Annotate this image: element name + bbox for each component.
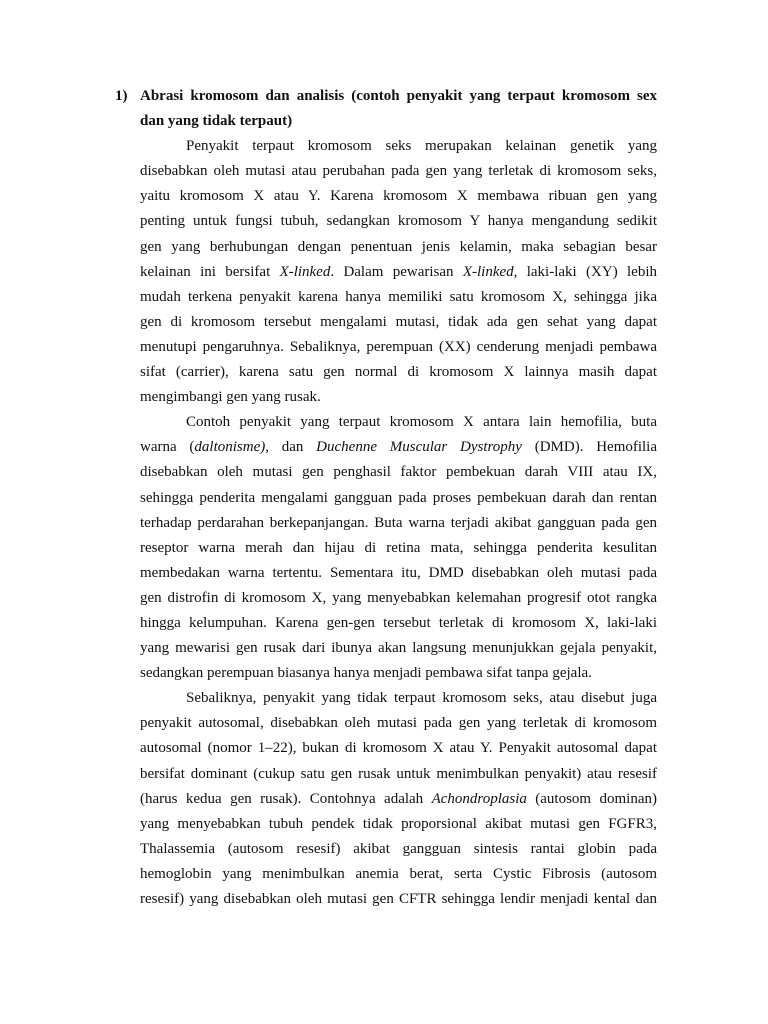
text-line <box>140 686 657 711</box>
italic-term: Achondroplasia <box>431 790 527 807</box>
text-line <box>140 586 657 611</box>
body-paragraphs <box>140 134 657 912</box>
text-run: warna ( <box>140 439 195 456</box>
text-run: terhadap perdarahan berkepanjangan. Buta warna terjadi akibat gangguan pada gen <box>140 514 657 531</box>
text-run: Sebaliknya, penyakit yang tidak terpaut kromosom seks, atau disebut juga <box>186 690 657 707</box>
text-run: membedakan warna tertentu. Sementara itu, DMD disebabkan oleh mutasi pada <box>140 564 657 581</box>
text-run: autosomal (nomor 1–22), bukan di kromosom X atau Y. Penyakit autosomal dapat <box>140 740 657 757</box>
text-line <box>140 159 657 184</box>
text-line <box>140 235 657 260</box>
text-run: sedangkan perempuan biasanya hanya menjadi pembawa sifat tanpa gejala. <box>140 665 592 682</box>
text-run: hingga kelumpuhan. Karena gen-gen tersebut terletak di kromosom X, laki-laki <box>140 614 657 631</box>
text-run: gen yang berhubungan dengan penentuan jenis kelamin, maka sebagian besar <box>140 238 657 255</box>
text-line <box>140 511 657 536</box>
text-line <box>140 410 657 435</box>
text-line <box>140 385 657 410</box>
heading-number: 1) <box>115 88 128 104</box>
text-run: mengimbangi gen yang rusak. <box>140 389 321 406</box>
text-line <box>140 209 657 234</box>
text-run: yang menyebabkan tubuh pendek tidak proporsional akibat mutasi gen FGFR3, <box>140 815 657 832</box>
text-run: reseptor warna merah dan hijau di retina mata, sehingga penderita kesulitan <box>140 539 657 556</box>
text-run: disebabkan oleh mutasi atau perubahan pada gen yang terletak di kromosom seks, <box>140 163 657 180</box>
text-line <box>140 636 657 661</box>
text-run: menutupi pengaruhnya. Sebaliknya, perempuan (XX) cenderung menjadi pembawa <box>140 338 657 355</box>
text-line <box>140 184 657 209</box>
text-run: . Dalam pewarisan <box>330 263 463 280</box>
text-line <box>140 360 657 385</box>
text-line <box>140 285 657 310</box>
text-line <box>140 812 657 837</box>
paragraph <box>140 410 657 686</box>
text-line <box>140 787 657 812</box>
text-run: sehingga penderita mengalami gangguan pada proses pembekuan darah dan rentan <box>140 489 657 506</box>
text-line <box>140 887 657 912</box>
text-run: yaitu kromosom X atau Y. Karena kromosom X membawa ribuan gen yang <box>140 188 657 205</box>
text-line <box>140 335 657 360</box>
text-line <box>140 536 657 561</box>
italic-term: daltonisme) <box>194 439 266 456</box>
heading-line: dan yang tidak terpaut) <box>140 113 293 130</box>
text-line <box>140 561 657 586</box>
paragraph <box>140 134 657 410</box>
text-line <box>140 661 657 686</box>
text-run: (autosom dominan) <box>526 790 657 807</box>
heading-line: Abrasi kromosom dan analisis (contoh penyakit yang terpaut kromosom sex <box>140 88 657 104</box>
text-run: yang mewarisi gen rusak dari ibunya akan langsung menunjukkan gejala penyakit, <box>140 640 657 657</box>
text-run: hemoglobin yang menimbulkan anemia berat, serta Cystic Fibrosis (autosom <box>140 865 657 882</box>
italic-term: Duchenne Muscular Dystrophy <box>316 439 522 456</box>
text-line <box>140 862 657 887</box>
text-line <box>140 711 657 736</box>
text-run: (DMD). Hemofilia <box>521 439 657 456</box>
text-run: Contoh penyakit yang terpaut kromosom X antara lain hemofilia, buta <box>186 414 657 431</box>
text-line <box>140 762 657 787</box>
text-line <box>140 460 657 485</box>
text-run: , laki-laki (XY) lebih <box>513 263 657 280</box>
text-run: resesif) yang disebabkan oleh mutasi gen CFTR sehingga lendir menjadi kental dan <box>140 891 657 907</box>
text-line <box>140 435 657 460</box>
text-line <box>140 837 657 862</box>
document-body <box>140 84 657 912</box>
section-heading <box>140 84 657 134</box>
text-run: bersifat dominant (cukup satu gen rusak untuk menimbulkan penyakit) atau resesif <box>140 765 657 782</box>
text-run: disebabkan oleh mutasi gen penghasil faktor pembekuan darah VIII atau IX, <box>140 464 657 481</box>
text-run: sifat (carrier), karena satu gen normal di kromosom X lainnya masih dapat <box>140 364 657 381</box>
text-line <box>140 486 657 511</box>
text-line <box>140 134 657 159</box>
italic-term: X-linked <box>462 263 514 280</box>
text-line <box>140 736 657 761</box>
text-run: gen distrofin di kromosom X, yang menyebabkan kelemahan progresif otot rangka <box>140 589 657 606</box>
text-run: Thalassemia (autosom resesif) akibat gangguan sintesis rantai globin pada <box>140 840 657 857</box>
text-run: kelainan ini bersifat <box>140 263 280 280</box>
text-run: , dan <box>265 439 317 456</box>
text-run: (harus kedua gen rusak). Contohnya adalah <box>140 790 432 807</box>
text-run: mudah terkena penyakit karena hanya memiliki satu kromosom X, sehingga jika <box>140 288 657 305</box>
text-run: Penyakit terpaut kromosom seks merupakan kelainan genetik yang <box>186 138 657 155</box>
text-line <box>140 260 657 285</box>
paragraph <box>140 686 657 912</box>
text-line <box>140 310 657 335</box>
text-run: gen di kromosom tersebut mengalami mutasi, tidak ada gen sehat yang dapat <box>140 313 657 330</box>
text-run: penyakit autosomal, disebabkan oleh mutasi pada gen yang terletak di kromosom <box>140 715 657 732</box>
text-line <box>140 611 657 636</box>
text-run: penting untuk fungsi tubuh, sedangkan kromosom Y hanya mengandung sedikit <box>140 213 657 230</box>
italic-term: X-linked <box>279 263 331 280</box>
